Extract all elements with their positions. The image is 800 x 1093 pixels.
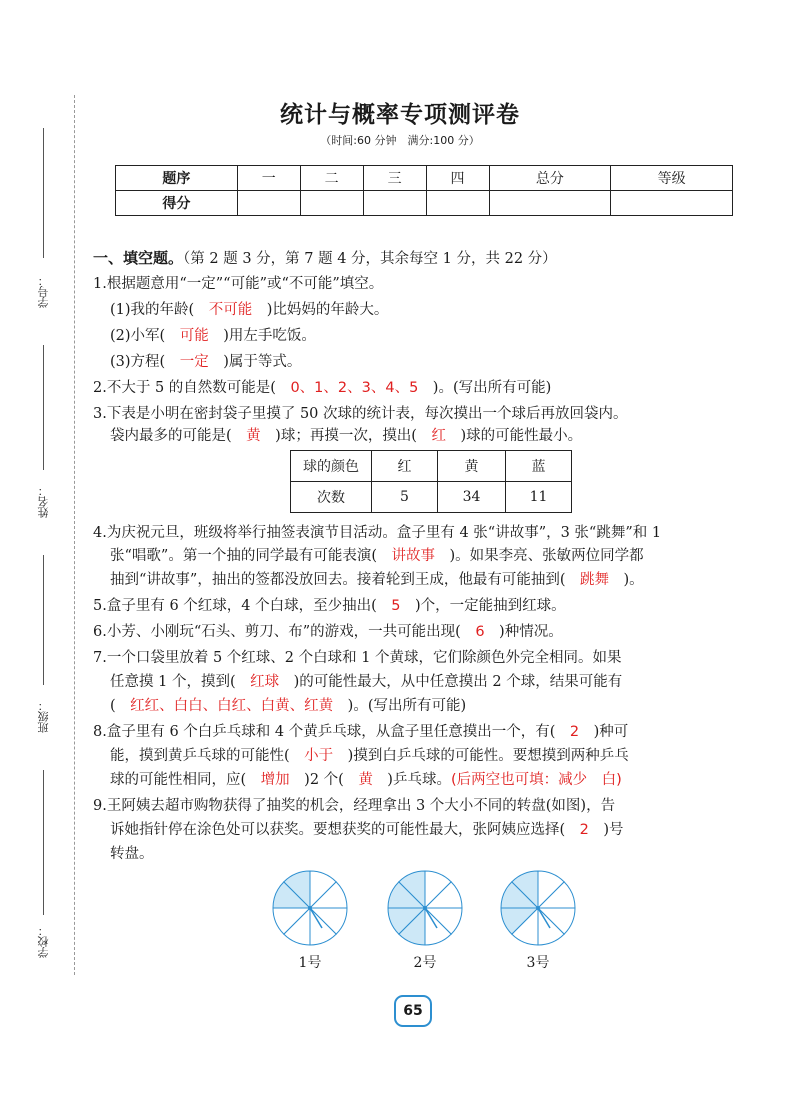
q1-a [110,300,388,320]
q8-text: 能，摸到黄乒乓球的可能性( [110,748,305,764]
q2 [93,378,551,398]
score-header-cell: 三 [363,166,426,191]
q3-text: )球；再摸一次，摸出( [260,428,432,444]
ball-table-cell: 5 [372,482,438,513]
spinner-1 [270,868,350,948]
score-table [115,165,733,216]
spinner-3 [498,868,578,948]
section1-note: （第 2 题 3 分，第 7 题 4 分，其余每空 1 分，共 22 分） [183,251,557,267]
q4-text: )。如果李亮、张敏两位同学都 [434,548,644,564]
ball-table-cell: 34 [438,482,506,513]
score-header-cell: 四 [426,166,489,191]
q6-text: )种情况。 [484,624,563,640]
q4-text: )。 [608,572,644,588]
q8-text: )2 个( [289,772,359,788]
ball-table-header: 黄 [438,451,506,482]
score-cell[interactable] [363,191,426,216]
section1-heading: 一、填空题。 [93,249,184,267]
school-line [43,770,44,915]
page-subtitle: （时间:60 分钟 满分:100 分） [320,134,480,147]
q6 [93,622,563,642]
spinner-3-label: 3号 [526,955,550,971]
score-cell[interactable] [426,191,489,216]
q8-text: 8.盒子里有 6 个白乒乓球和 4 个黄乒乓球，从盒子里任意摸出一个，有( [93,724,570,740]
score-header-cell: 等级 [611,166,733,191]
q5 [93,596,566,616]
ball-table-cell: 11 [506,482,572,513]
q8-line2 [110,746,629,766]
q4-answer2: 跳舞 [579,572,609,588]
spinner-center [308,906,312,910]
score-cell: 得分 [116,191,238,216]
section1-heading-line [93,248,557,269]
q1-a-text: (1)我的年龄( [110,302,209,318]
q4-text: 抽到“讲故事”，抽出的签都没放回去。接着轮到王成，他最有可能抽到( [110,572,580,588]
q7-answer2: 红红、白白、白红、白黄、红黄 [130,698,334,714]
score-cell[interactable] [489,191,611,216]
q1-stem: 1.根据题意用“一定”“可能”或“不可能”填空。 [93,276,384,292]
q4-line3 [110,570,644,590]
q1-b-text: (2)小军( [110,328,180,344]
student-no-label: 学号： [37,275,50,308]
q3-text: 袋内最多的可能是( [110,428,247,444]
q8-note: (后两空也可填：减少 白) [450,772,622,788]
q7-text: 任意摸 1 个，摸到( [110,674,251,690]
q2-answer: 0、1、2、3、4、5 [290,380,419,396]
ball-table-header: 蓝 [506,451,572,482]
binding-dashed-line [74,95,75,975]
q1-b-text: )用左手吃饭。 [208,328,316,344]
q9-line3: 转盘。 [110,846,154,862]
name-line [43,345,44,470]
q8-text: )乒乓球。 [372,772,451,788]
spinner-2-label: 2号 [413,955,437,971]
q3-answer2: 红 [431,428,446,444]
q8-line1 [93,722,628,742]
q2-text: )。(写出所有可能) [418,380,552,396]
q3-line1: 3.下表是小明在密封袋子里摸了 50 次球的统计表，每次摸出一个球后再放回袋内。 [93,406,628,422]
q1-c-text: )属于等式。 [208,354,302,370]
page-number: 65 [394,995,432,1027]
q4-line1: 4.为庆祝元旦，班级将举行抽签表演节目活动。盒子里有 4 张“讲故事”，3 张“跳舞”和 1 [93,525,662,541]
q3-answer1: 黄 [246,428,261,444]
spinner-center [536,906,540,910]
q9-answer: 2 [579,822,589,838]
score-cell[interactable] [611,191,733,216]
q8-answer3: 增加 [260,772,290,788]
q1-c-answer: 一定 [179,354,209,370]
school-label: 学校： [37,925,50,958]
q5-answer: 5 [391,598,401,614]
q4-answer1: 讲故事 [391,548,435,564]
q4-text: 张“唱歌”。第一个抽的同学最有可能表演( [110,548,392,564]
q7-line3 [110,696,466,716]
q9-line2 [110,820,624,840]
q7-line2 [110,672,622,692]
ball-stats-table [290,450,572,513]
name-label: 姓名： [37,485,50,518]
q7-line1: 7.一个口袋里放着 5 个红球、2 个白球和 1 个黄球，它们除颜色外完全相同。如果 [93,650,622,666]
score-cell[interactable] [300,191,363,216]
spinner-center [423,906,427,910]
score-header-cell: 二 [300,166,363,191]
ball-table-header: 红 [372,451,438,482]
q1-c-text: (3)方程( [110,354,180,370]
q8-answer2: 小于 [304,748,334,764]
ball-table-cell: 次数 [291,482,372,513]
q2-text: 2.不大于 5 的自然数可能是( [93,380,291,396]
q1-a-text: )比妈妈的年龄大。 [252,302,389,318]
q5-text: 5.盒子里有 6 个红球，4 个白球，至少抽出( [93,598,392,614]
q8-answer4: 黄 [358,772,373,788]
q7-text: )。(写出所有可能) [333,698,467,714]
spinner-2 [385,868,465,948]
q8-text: )种可 [579,724,629,740]
q1-a-answer: 不可能 [208,302,253,318]
q9-text: 诉她指针停在涂色处可以获奖。要想获奖的可能性最大，张阿姨应选择( [110,822,580,838]
q1-b-answer: 可能 [179,328,209,344]
q7-answer1: 红球 [250,674,280,690]
q4-line2 [110,546,644,566]
q3-line2 [110,426,582,446]
q3-text: )球的可能性最小。 [445,428,583,444]
q6-answer: 6 [475,624,485,640]
q6-text: 6.小芳、小刚玩“石头、剪刀、布”的游戏，一共可能出现( [93,624,476,640]
q7-text: ( [110,698,131,714]
class-line [43,555,44,685]
q9-line1: 9.王阿姨去超市购物获得了抽奖的机会，经理拿出 3 个大小不同的转盘(如图)，告 [93,798,616,814]
class-label: 班级： [37,700,50,733]
q5-text: )个，一定能抽到红球。 [400,598,566,614]
q1-b [110,326,316,346]
q8-answer1: 2 [569,724,580,740]
score-header-cell: 题序 [116,166,238,191]
score-header-cell: 总分 [489,166,611,191]
score-cell[interactable] [237,191,300,216]
q1-c [110,352,301,372]
page-title: 统计与概率专项测评卷 [280,102,520,128]
ball-table-header: 球的颜色 [291,451,372,482]
q8-line3 [110,770,622,790]
score-header-cell: 一 [237,166,300,191]
q8-text: 球的可能性相同，应( [110,772,261,788]
q7-text: )的可能性最大，从中任意摸出 2 个球，结果可能有 [279,674,623,690]
q8-text: )摸到白乒乓球的可能性。要想摸到两种乒乓 [333,748,629,764]
q9-text: )号 [588,822,624,838]
spinner-1-label: 1号 [298,955,322,971]
